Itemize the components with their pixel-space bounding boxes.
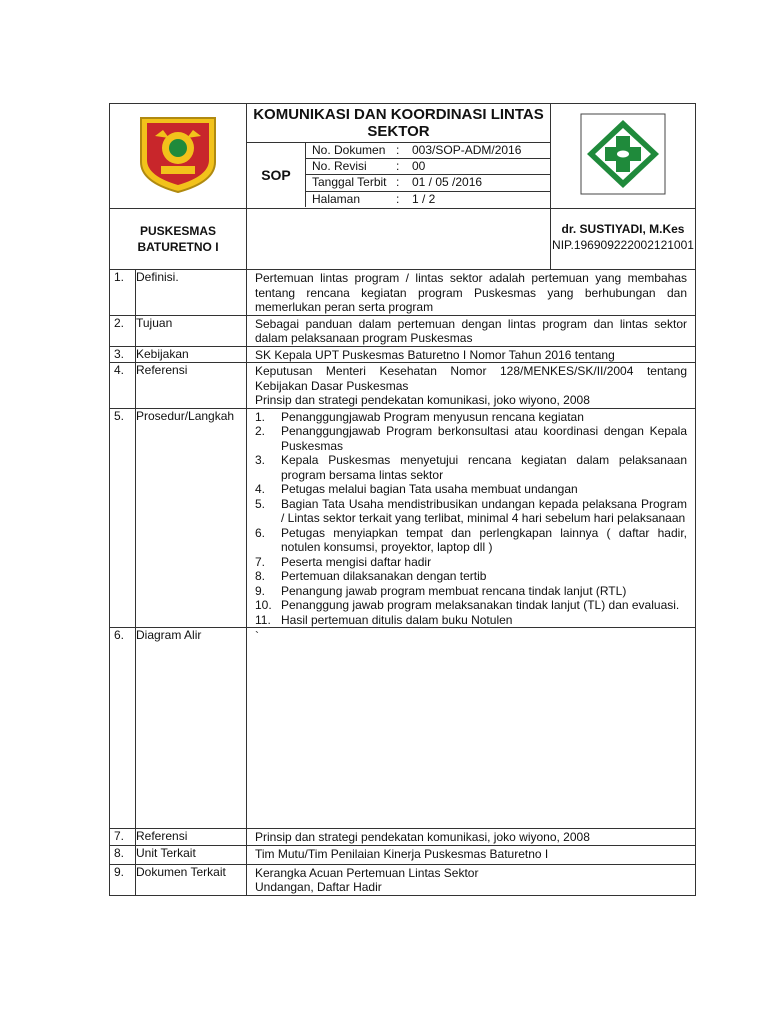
- step-text: Petugas melalui bagian Tata usaha membuat undangan: [281, 482, 578, 496]
- section-label: Referensi: [136, 829, 247, 846]
- section-content: Sebagai panduan dalam pertemuan dengan lintas program dan lintas sektor dalam pelaksanaan program Puskesmas: [247, 315, 696, 346]
- regional-emblem-icon: [137, 112, 219, 196]
- section-number: 4.: [110, 363, 136, 409]
- signatory-name: dr. SUSTIYADI, M.Kes: [561, 222, 685, 236]
- info-colon: :: [396, 191, 400, 206]
- section-row: [110, 270, 696, 316]
- document-title: KOMUNIKASI DAN KOORDINASI LINTAS SEKTOR: [247, 104, 550, 143]
- left-logo-cell: [110, 104, 247, 209]
- step-text: Penanggungjawab Program menyusun rencana kegiatan: [281, 409, 584, 424]
- step-text: Kepala Puskesmas menyetujui rencana kegiatan dalam pelaksanaan program bersama lintas sektor: [281, 453, 687, 482]
- signatory-cell: [551, 209, 696, 270]
- step-number: 2.: [255, 424, 266, 438]
- info-key: Halaman: [312, 191, 361, 206]
- section-content: [247, 363, 696, 409]
- section-row: [110, 845, 696, 864]
- step-text: Petugas menyiapkan tempat dan perlengkapan lainnya ( daftar hadir, notulen konsumsi, proyektor, laptop dll ): [281, 525, 687, 554]
- related-doc-line: Kerangka Acuan Pertemuan Lintas Sektor: [255, 865, 479, 880]
- section-label: Definisi.: [136, 270, 247, 316]
- step-text: Hasil pertemuan ditulis dalam buku Notulen: [281, 612, 513, 627]
- info-value: 01 / 05 /2016: [406, 175, 550, 191]
- procedure-step: [255, 482, 687, 497]
- section-row: [110, 363, 696, 409]
- procedure-step: [255, 613, 687, 628]
- section-label: Prosedur/Langkah: [136, 408, 247, 628]
- related-doc-line: Undangan, Daftar Hadir: [255, 880, 382, 894]
- section-number: 2.: [110, 315, 136, 346]
- info-value: 1 / 2: [412, 191, 436, 206]
- step-number: 10.: [255, 598, 272, 612]
- info-colon: :: [396, 175, 406, 191]
- step-number: 8.: [255, 569, 266, 583]
- step-number: 3.: [255, 453, 266, 467]
- sop-label: SOP: [247, 143, 306, 207]
- step-text: Bagian Tata Usaha mendistribusikan undangan kepada pelaksana Program / Lintas sektor terkait yang terlibat, minimal 4 hari sebelum hari pelaksanaan: [281, 496, 687, 525]
- document-info: [247, 143, 550, 207]
- signatory-nip: NIP.196909222002121001: [552, 238, 694, 252]
- section-content: Prinsip dan strategi pendekatan komunikasi, joko wiyono, 2008: [247, 829, 696, 846]
- header-row: [110, 104, 696, 209]
- section-row: [110, 829, 696, 846]
- section-label: Unit Terkait: [136, 845, 247, 864]
- section-label: Tujuan: [136, 315, 247, 346]
- org-cell: [110, 209, 247, 270]
- step-number: 1.: [255, 409, 266, 424]
- step-number: 4.: [255, 482, 266, 496]
- sop-table: [109, 103, 696, 896]
- section-content: [247, 408, 696, 628]
- section-number: 1.: [110, 270, 136, 316]
- info-row: [306, 191, 550, 207]
- step-number: 5.: [255, 496, 266, 511]
- reference-line: Prinsip dan strategi pendekatan komunikasi, joko wiyono, 2008: [255, 393, 590, 407]
- procedure-step: [255, 497, 687, 526]
- procedure-step: [255, 453, 687, 482]
- section-label: Dokumen Terkait: [136, 864, 247, 895]
- step-number: 6.: [255, 525, 266, 540]
- section-content: SK Kepala UPT Puskesmas Baturetno I Nomor Tahun 2016 tentang: [247, 346, 696, 363]
- step-number: 7.: [255, 554, 266, 569]
- info-row: [306, 175, 550, 191]
- step-number: 11.: [255, 612, 271, 627]
- info-key: No. Dokumen: [306, 143, 396, 159]
- step-text: Penanggung jawab program melaksanakan tindak lanjut (TL) dan evaluasi.: [281, 598, 680, 612]
- section-row: [110, 408, 696, 628]
- puskesmas-logo-icon: [579, 112, 667, 196]
- section-number: 9.: [110, 864, 136, 895]
- procedure-step: [255, 424, 687, 453]
- section-number: 8.: [110, 845, 136, 864]
- org-blank-cell: [247, 209, 551, 270]
- step-text: Penangung jawab program membuat rencana tindak lanjut (RTL): [281, 583, 627, 598]
- section-content: [247, 864, 696, 895]
- procedure-step: [255, 584, 687, 599]
- procedure-step: [255, 569, 687, 584]
- info-value: 00: [406, 159, 550, 175]
- section-content: Pertemuan lintas program / lintas sektor adalah pertemuan yang membahas tentang rencana kegiatan program Puskesmas yang berhubungan dan memerlukan peran serta program: [247, 270, 696, 316]
- diagram-area: `: [247, 628, 696, 829]
- section-label: Kebijakan: [136, 346, 247, 363]
- section-label: Diagram Alir: [136, 628, 247, 829]
- info-value: 003/SOP-ADM/2016: [406, 143, 550, 159]
- info-row: [306, 159, 550, 175]
- section-row: [110, 864, 696, 895]
- section-row: [110, 346, 696, 363]
- section-row: [110, 315, 696, 346]
- org-row: [110, 209, 696, 270]
- right-logo-cell: [551, 104, 696, 209]
- step-text: Peserta mengisi daftar hadir: [281, 554, 432, 569]
- section-number: 7.: [110, 829, 136, 846]
- title-cell: [247, 104, 551, 209]
- procedure-step: [255, 598, 687, 613]
- info-colon: :: [396, 159, 406, 175]
- section-content: Tim Mutu/Tim Penilaian Kinerja Puskesmas Baturetno I: [247, 845, 696, 864]
- procedure-steps: [255, 410, 687, 628]
- step-number: 9.: [255, 583, 266, 598]
- reference-line: Keputusan Menteri Kesehatan Nomor 128/MENKES/SK/II/2004 tentang Kebijakan Dasar Puskesmas: [255, 364, 687, 393]
- info-key: Tanggal Terbit: [306, 175, 396, 191]
- step-text: Pertemuan dilaksanakan dengan tertib: [281, 569, 487, 583]
- org-name-line2: BATURETNO I: [137, 240, 219, 254]
- procedure-step: [255, 555, 687, 570]
- section-number: 5.: [110, 408, 136, 628]
- step-text: Penanggungjawab Program berkonsultasi atau koordinasi dengan Kepala Puskesmas: [281, 424, 687, 453]
- section-label: Referensi: [136, 363, 247, 409]
- info-colon: :: [396, 143, 406, 159]
- info-table: [306, 143, 550, 207]
- procedure-step: [255, 410, 687, 425]
- section-number: 3.: [110, 346, 136, 363]
- info-key: No. Revisi: [306, 159, 396, 175]
- procedure-step: [255, 526, 687, 555]
- section-row: [110, 628, 696, 829]
- org-name-line1: PUSKESMAS: [139, 224, 216, 238]
- section-number: 6.: [110, 628, 136, 829]
- info-row: [306, 143, 550, 159]
